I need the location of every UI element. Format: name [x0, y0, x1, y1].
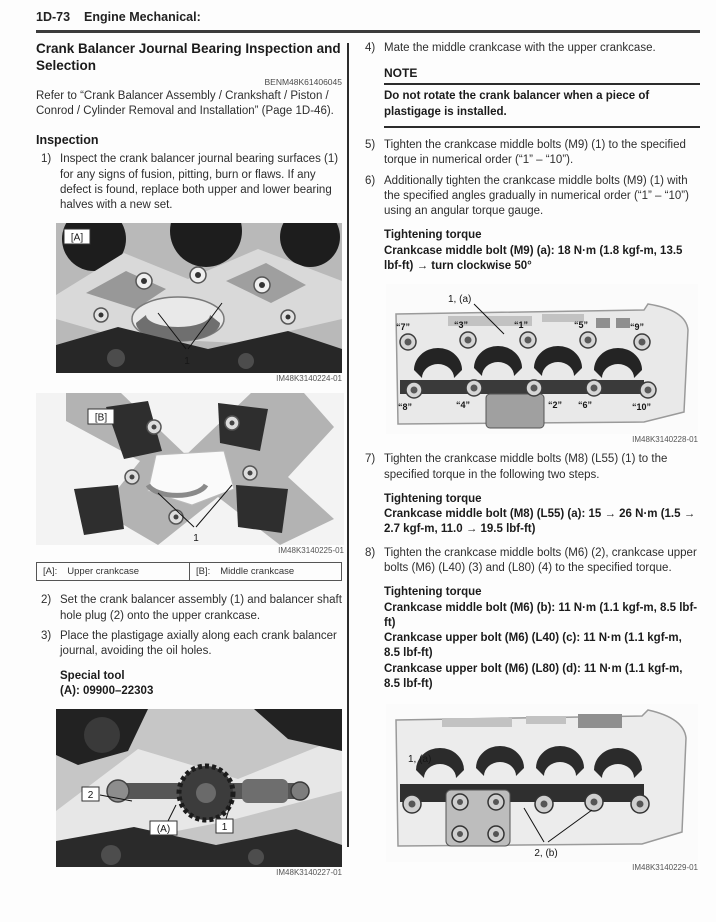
step-number: 6) [365, 174, 376, 187]
svg-text:“5”: “5” [574, 320, 589, 331]
step-number: 5) [365, 139, 376, 151]
torque-heading: Tightening torque [384, 492, 482, 505]
svg-text:“10”: “10” [632, 402, 652, 413]
torque-spec: Crankcase middle bolt (M8) (L55) (a): 15 → 26 N·m (1.5 → 2.7 kgf-m, 11.0 → 19.5 lbf-ft) [384, 508, 696, 536]
torque-spec: Crankcase middle bolt (M6) (b): 11 N·m (1.1 kgf-m, 8.5 lbf-ft) [384, 601, 698, 629]
caption-key: [A]: [43, 566, 58, 578]
column-divider [347, 43, 349, 847]
callout-1a [408, 754, 431, 765]
caption-key: [B]: [196, 566, 211, 578]
svg-text:1, (a): 1, (a) [408, 754, 432, 766]
step-5 [360, 138, 700, 169]
svg-text:[B]: [B] [94, 412, 108, 424]
caption-value: Middle crankcase [220, 566, 295, 578]
special-tool-value: (A): 09900–22303 [60, 684, 154, 697]
step-text: Tighten the crankcase middle bolts (M6) (2), crankcase upper bolts (M6) (L40) (3) and (L80) (4) to the specified torque. [384, 546, 697, 574]
step-text: Tighten the crankcase middle bolts (M9) (1) to the specified torque in numerical order (“1” – “10”). [384, 139, 686, 167]
caption-cell-a [37, 563, 189, 580]
step-text: Additionally tighten the crankcase middle bolts (M9) (1) with the specified angles gradually in numerical order (“1” – “10”) using an angular torque gauge. [384, 174, 689, 218]
header-rule [36, 30, 700, 33]
step-1 [36, 152, 342, 213]
step-text: Set the crank balancer assembly (1) and balancer shaft hole plug (2) onto the upper crankcase. [60, 594, 342, 622]
caption-cell-b [189, 563, 341, 580]
step-text: Mate the middle crankcase with the upper crankcase. [384, 42, 656, 54]
step-number: 7) [365, 453, 376, 466]
middle-upper-bolts-illustration [386, 704, 698, 862]
intro-paragraph: Refer to “Crank Balancer Assembly / Crankshaft / Piston / Conrod / Cylinder Removal and Installation” (Page 1D-46). [36, 89, 334, 118]
torque-heading: Tightening torque [384, 229, 482, 242]
torque-block-3 [384, 585, 700, 692]
torque-block-1 [384, 228, 700, 274]
step-number: 8) [365, 546, 376, 559]
step-number: 1) [41, 153, 52, 166]
step-8 [360, 546, 700, 577]
step-number: 4) [365, 42, 376, 54]
figure-middle-upper-bolts [386, 704, 698, 872]
step-7 [360, 452, 700, 483]
svg-text:“1”: “1” [514, 320, 529, 331]
caption-value: Upper crankcase [67, 566, 140, 578]
svg-text:[A]: [A] [70, 232, 84, 244]
step-text: Place the plastigage axially along each crank balancer journal, avoiding the oil holes. [60, 630, 337, 658]
step-text: Inspect the crank balancer journal bearing surfaces (1) for any signs of fusion, pitting, burn or flaws. If any defect is found, replace both upper and lower bearing halves with a new set. [60, 153, 339, 212]
torque-spec: Crankcase upper bolt (M6) (L40) (c): 11 N·m (1.1 kgf-m, 8.5 lbf-ft) [384, 632, 682, 660]
svg-text:1: 1 [193, 533, 199, 545]
note-text: Do not rotate the crank balancer when a piece of plastigage is installed. [384, 90, 650, 119]
torque-spec: Crankcase middle bolt (M9) (a): 18 N·m (1.8 kgf-m, 13.5 lbf-ft) → turn clockwise 50° [384, 244, 683, 272]
note-block [384, 66, 700, 128]
special-tool-heading: Special tool [60, 669, 125, 682]
page-header [0, 10, 716, 24]
middle-crankcase-illustration [36, 393, 344, 545]
svg-text:“2”: “2” [548, 400, 563, 411]
reference-code: BENM48K61406045 [264, 76, 342, 87]
step-6 [360, 174, 700, 220]
page-number: 1D-73 [36, 10, 71, 24]
step-3 [36, 629, 342, 660]
figure-middle-crankcase [36, 393, 344, 555]
step-text: Tighten the crankcase middle bolts (M8) (L55) (1) to the specified torque in the following two steps. [384, 453, 668, 481]
upper-crankcase-illustration [56, 223, 342, 373]
svg-text:“4”: “4” [456, 400, 471, 411]
balancer-install-illustration [56, 709, 342, 867]
left-column [36, 41, 342, 877]
special-tool-block [60, 669, 342, 700]
svg-text:2: 2 [87, 790, 94, 802]
note-rule-bottom [384, 126, 700, 128]
note-heading: NOTE [384, 66, 418, 81]
figure-tightening-order [386, 284, 698, 444]
figure-code: IM48K3140229-01 [632, 863, 698, 873]
figure-code: IM48K3140227-01 [276, 868, 342, 878]
frame-label-A [64, 229, 90, 244]
inspection-heading: Inspection [36, 133, 99, 148]
tightening-order-illustration [386, 284, 698, 434]
step-4 [360, 41, 700, 56]
torque-heading: Tightening torque [384, 586, 482, 599]
chapter-title: Engine Mechanical: [84, 10, 201, 24]
svg-text:“6”: “6” [578, 400, 593, 411]
right-column [354, 41, 700, 877]
figure-code: IM48K3140228-01 [632, 435, 698, 445]
step-number: 2) [41, 594, 52, 607]
figure-upper-crankcase [56, 223, 342, 383]
step-number: 3) [41, 630, 52, 642]
svg-text:2, (b): 2, (b) [534, 848, 558, 860]
svg-text:1, (a): 1, (a) [448, 294, 472, 306]
svg-text:1: 1 [221, 822, 228, 834]
figure-code: IM48K3140224-01 [276, 374, 342, 384]
torque-spec: Crankcase upper bolt (M6) (L80) (d): 11 N·m (1.1 kgf-m, 8.5 lbf-ft) [384, 662, 683, 690]
svg-text:“9”: “9” [630, 322, 645, 333]
figure-caption-table [36, 562, 342, 581]
torque-block-2 [384, 492, 700, 538]
svg-text:(A): (A) [156, 824, 171, 836]
step-2 [36, 593, 342, 624]
svg-text:1: 1 [184, 356, 190, 368]
figure-code: IM48K3140225-01 [278, 546, 344, 556]
figure-balancer-install [56, 709, 342, 877]
svg-text:“7”: “7” [396, 322, 411, 333]
svg-text:“3”: “3” [454, 320, 469, 331]
page-content [36, 41, 700, 877]
svg-text:“8”: “8” [398, 402, 413, 413]
section-title: Crank Balancer Journal Bearing Inspection and Selection [36, 41, 341, 73]
frame-label-B [88, 409, 114, 424]
